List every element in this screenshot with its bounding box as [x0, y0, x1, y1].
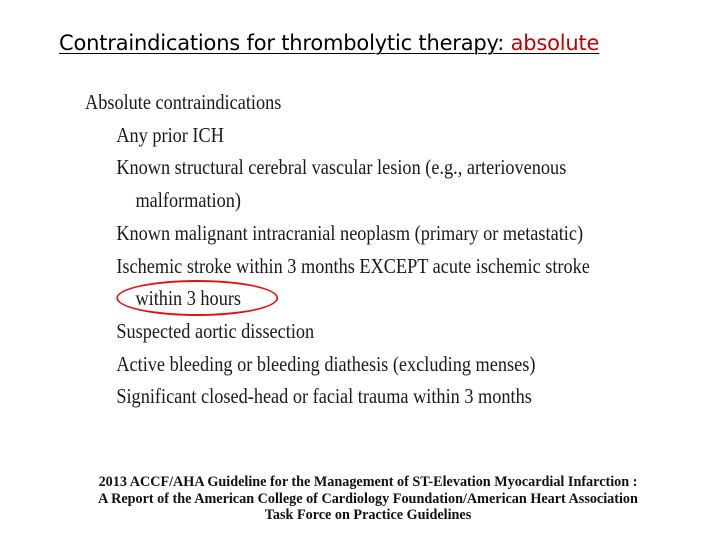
list-heading: Absolute contraindications	[85, 90, 282, 114]
slide-title-accent: absolute	[510, 31, 600, 55]
list-item: Known structural cerebral vascular lesion (e.g., arteriovenous	[116, 155, 567, 180]
list-item-continuation	[85, 282, 572, 315]
citation-line: Task Force on Practice Guidelines	[264, 507, 472, 523]
list-item: Suspected aortic dissection	[116, 318, 315, 343]
contraindications-list	[85, 86, 590, 413]
citation-line: A Report of the American College of Cardiology Foundation/American Heart Association	[98, 490, 638, 507]
slide-title	[59, 31, 679, 55]
highlighted-phrase	[135, 282, 241, 315]
list-item: Known malignant intracranial neoplasm (primary or metastatic)	[116, 220, 584, 245]
list-item-continuation: malformation)	[135, 188, 241, 213]
highlighted-text: within 3 hours	[135, 286, 242, 311]
list-item: Significant closed-head or facial trauma within 3 months	[116, 384, 532, 409]
citation-line: 2013 ACCF/AHA Guideline for the Management of ST-Elevation Myocardial Infarction :	[98, 474, 638, 490]
slide-title-prefix: Contraindications for thrombolytic therapy:	[59, 31, 511, 55]
highlight-ellipse	[116, 280, 278, 316]
list-item: Any prior ICH	[116, 122, 224, 147]
list-item: Ischemic stroke within 3 months EXCEPT acute ischemic stroke	[116, 253, 590, 278]
citation	[60, 474, 676, 524]
list-item: Active bleeding or bleeding diathesis (excluding menses)	[116, 351, 536, 376]
